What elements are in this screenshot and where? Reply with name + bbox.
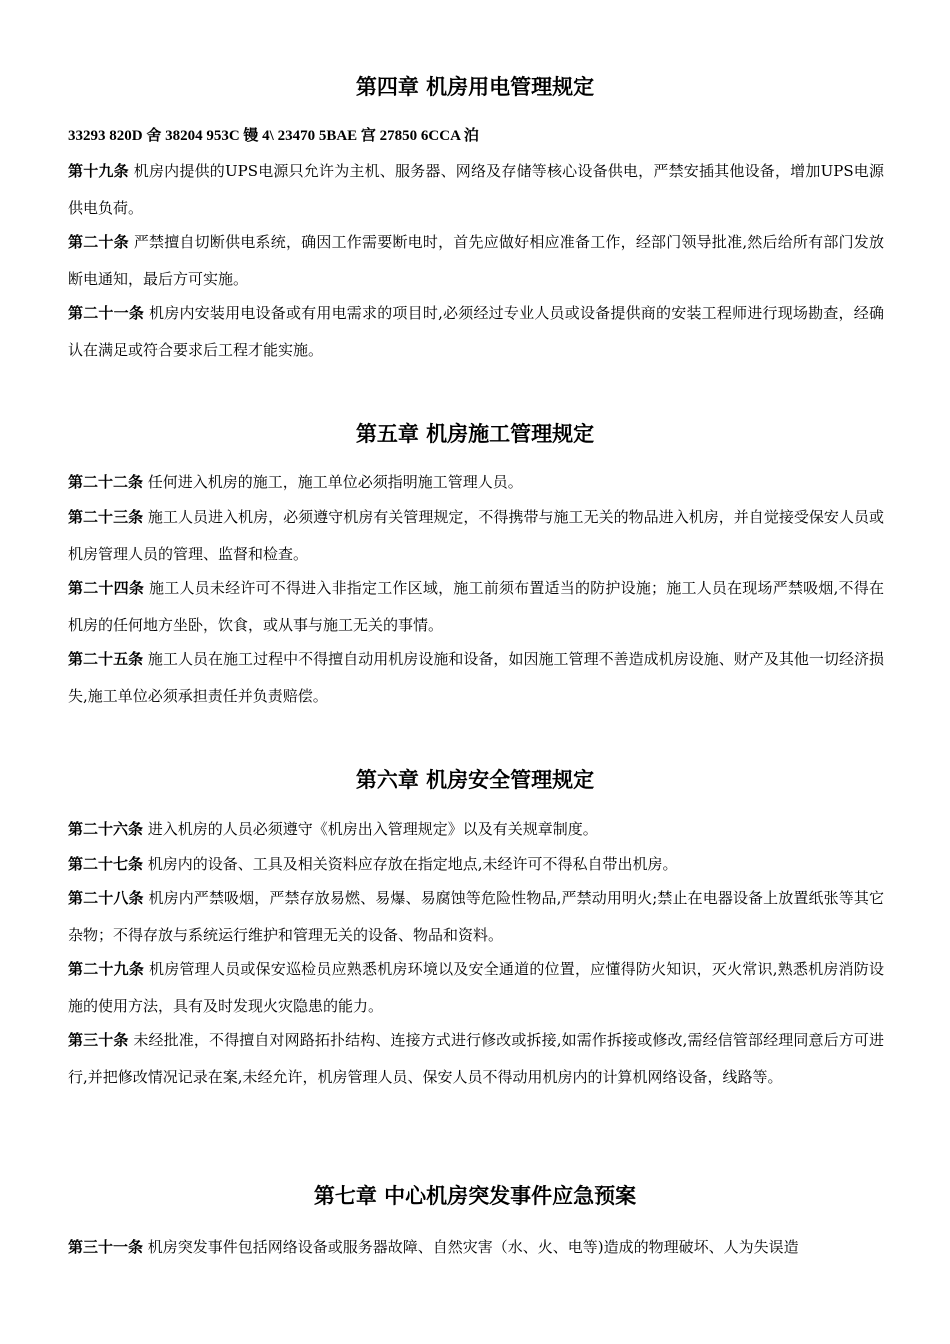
chapter-5-title: 第五章 机房施工管理规定 <box>355 422 595 446</box>
article-label: 第二十一条 <box>68 304 145 322</box>
chapter-6-title: 第六章 机房安全管理规定 <box>355 768 595 792</box>
article-text: 机房内严禁吸烟，严禁存放易燃、易爆、易腐蚀等危险性物品,严禁动用明火;禁止在电器设备上放置纸张等其它杂物；不得存放与系统运行维护和管理无关的设备、物品和资料。 <box>68 889 884 944</box>
article-label: 第二十五条 <box>68 650 144 668</box>
article-29 <box>68 951 884 1025</box>
article-text: 机房管理人员或保安巡检员应熟悉机房环境以及安全通道的位置，应懂得防火知识，灭火常识,熟悉机房消防设施的使用方法，具有及时发现火灾隐患的能力。 <box>68 960 884 1015</box>
article-28 <box>68 880 884 954</box>
article-text: 施工人员在施工过程中不得擅自动用机房设施和设备，如因施工管理不善造成机房设施、财产及其他一切经济损失,施工单位必须承担责任并负责赔偿。 <box>68 650 884 705</box>
article-label: 第二十七条 <box>68 855 144 873</box>
article-label: 第二十四条 <box>68 579 145 597</box>
article-27 <box>68 846 884 883</box>
article-text: 施工人员未经许可不得进入非指定工作区域，施工前须布置适当的防护设施；施工人员在现场严禁吸烟,不得在机房的任何地方坐卧，饮食，或从事与施工无关的事情。 <box>68 579 884 634</box>
article-text: 任何进入机房的施工，施工单位必须指明施工管理人员。 <box>143 473 523 491</box>
article-text: 机房内的设备、工具及相关资料应存放在指定地点,未经许可不得私自带出机房。 <box>143 855 678 873</box>
article-label: 第二十二条 <box>68 473 144 491</box>
article-label: 第二十六条 <box>68 820 144 838</box>
article-label: 第三十一条 <box>68 1238 144 1256</box>
article-label: 第十九条 <box>68 162 129 180</box>
article-label: 第三十条 <box>68 1031 129 1049</box>
article-label: 第二十八条 <box>68 889 144 907</box>
article-20 <box>68 224 884 298</box>
article-22 <box>68 464 884 501</box>
article-text: 施工人员进入机房，必须遵守机房有关管理规定，不得携带与施工无关的物品进入机房，并自觉接受保安人员或机房管理人员的管理、监督和检查。 <box>68 508 884 563</box>
article-text: 机房突发事件包括网络设备或服务器故障、自然灾害（水、火、电等)造成的物理破坏、人为失误造 <box>143 1238 799 1256</box>
article-text: 机房内安装用电设备或有用电需求的项目时,必须经过专业人员或设备提供商的安装工程师进行现场勘查，经确认在满足或符合要求后工程才能实施。 <box>68 304 884 359</box>
article-label: 第二十三条 <box>68 508 144 526</box>
article-31 <box>68 1229 884 1266</box>
article-19 <box>68 153 884 227</box>
article-text: 进入机房的人员必须遵守《机房出入管理规定》以及有关规章制度。 <box>143 820 598 838</box>
article-30 <box>68 1022 884 1096</box>
article-text: 未经批准，不得擅自对网路拓扑结构、连接方式进行修改或拆接,如需作拆接或修改,需经信管部经理同意后方可进行,并把修改情况记录在案,未经允许，机房管理人员、保安人员不得动用机房内的计算机网络设备，线路等。 <box>68 1031 884 1086</box>
chapter-4-title: 第四章 机房用电管理规定 <box>355 75 595 99</box>
article-label: 第二十九条 <box>68 960 145 978</box>
chapter-7-title: 第七章 中心机房突发事件应急预案 <box>313 1184 637 1208</box>
article-25 <box>68 641 884 715</box>
article-21 <box>68 295 884 369</box>
article-text: 严禁擅自切断供电系统，确因工作需要断电时，首先应做好相应准备工作，经部门领导批准,然后给所有部门发放断电通知，最后方可实施。 <box>68 233 884 288</box>
article-23 <box>68 499 884 573</box>
article-24 <box>68 570 884 644</box>
article-label: 第二十条 <box>68 233 129 251</box>
article-26 <box>68 811 884 848</box>
garbled-text-line: 33293 820D 舍 38204 953C 镘 4\ 23470 5BAE 宫 27850 6CCA 泊 <box>68 128 479 144</box>
article-text: 机房内提供的UPS电源只允许为主机、服务器、网络及存储等核心设备供电，严禁安插其他设备，增加UPS电源供电负荷。 <box>68 162 884 217</box>
